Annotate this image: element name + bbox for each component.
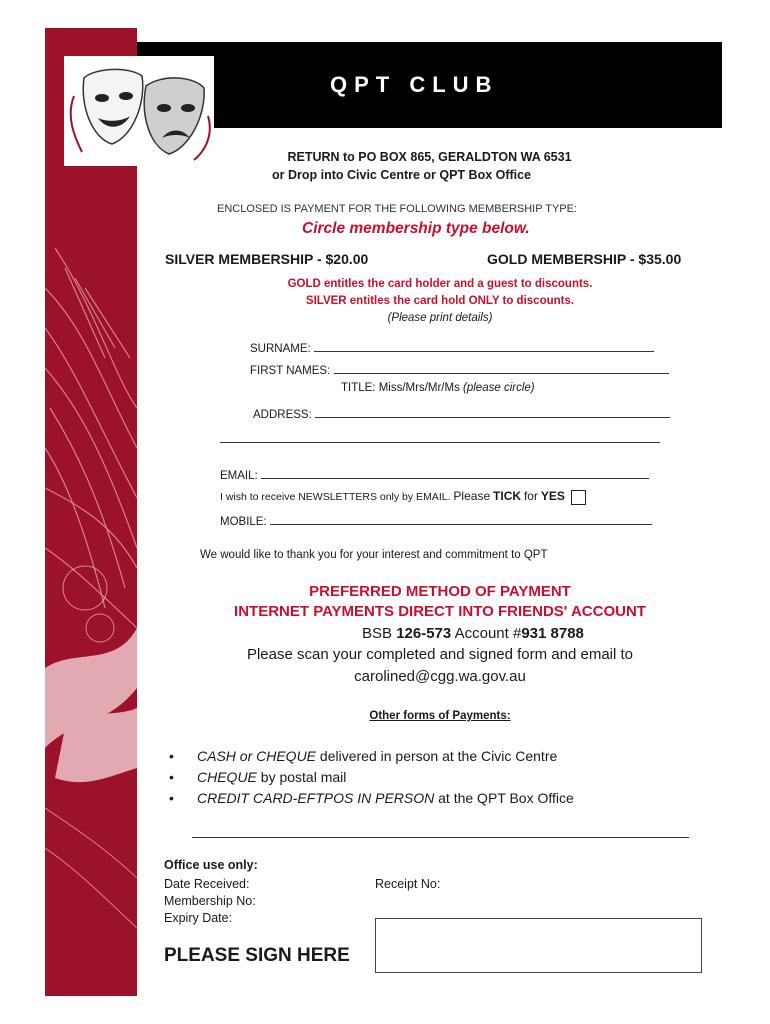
address-field[interactable]	[253, 405, 670, 421]
page-title: QPT CLUB	[330, 72, 499, 97]
for-text: for	[523, 489, 538, 503]
account-number: 931 8788	[521, 625, 584, 642]
return-address: RETURN to PO BOX 865, GERALDTON WA 6531	[287, 150, 572, 164]
account-label: Account #	[454, 625, 522, 642]
silver-note: SILVER entitles the card hold ONLY to discounts.	[305, 295, 575, 307]
surname-field[interactable]	[250, 339, 654, 355]
address-line-2[interactable]	[220, 430, 660, 443]
title-note: (please circle)	[463, 382, 535, 394]
surname-label: SURNAME:	[250, 343, 311, 355]
first-names-field[interactable]	[250, 361, 669, 377]
mobile-field[interactable]	[220, 512, 652, 528]
enclosed-payment-text: ENCLOSED IS PAYMENT FOR THE FOLLOWING MEMBERSHIP TYPE:	[217, 203, 578, 215]
silver-membership-option[interactable]: SILVER MEMBERSHIP - $20.00	[165, 251, 369, 267]
gold-note: GOLD entitles the card holder and a guest to discounts.	[287, 278, 593, 290]
payment-heading: PREFERRED METHOD OF PAYMENT	[309, 583, 571, 600]
drop-off-note: or Drop into Civic Centre or QPT Box Office	[272, 168, 532, 182]
payment-item-2	[197, 769, 346, 785]
sign-here-label: PLEASE SIGN HERE	[164, 945, 350, 966]
divider-line	[192, 827, 689, 838]
mobile-label: MOBILE:	[220, 516, 267, 528]
bsb-number: 126-573	[396, 625, 452, 642]
yes-text: YES	[540, 489, 565, 503]
please-text: Please	[453, 489, 491, 503]
title-field[interactable]	[341, 382, 535, 394]
payment-item-3	[197, 790, 574, 806]
payment-item-detail: at the QPT Box Office	[434, 790, 574, 806]
first-names-line[interactable]	[334, 361, 669, 374]
circle-instruction: Circle membership type below.	[302, 220, 530, 237]
feather-mask-decoration	[45, 28, 137, 996]
membership-no-label: Membership No:	[164, 894, 256, 908]
receipt-no-label: Receipt No:	[375, 877, 441, 891]
address-line[interactable]	[315, 405, 670, 418]
mobile-line[interactable]	[270, 512, 652, 525]
email-line[interactable]	[261, 466, 649, 479]
payment-item-detail: by postal mail	[256, 769, 347, 785]
date-received-label: Date Received:	[164, 877, 250, 891]
surname-line[interactable]	[314, 339, 654, 352]
internet-payments-heading: INTERNET PAYMENTS DIRECT INTO FRIENDS' ACCOUNT	[234, 603, 646, 620]
newsletter-text: I wish to receive NEWSLETTERS only by EMAIL.	[220, 491, 451, 503]
payment-item-1	[197, 748, 557, 764]
payment-item-method: CHEQUE	[197, 769, 257, 785]
expiry-date-label: Expiry Date:	[164, 911, 233, 925]
newsletter-option	[220, 489, 586, 505]
bsb-label: BSB	[362, 625, 393, 642]
tick-text: TICK	[493, 489, 522, 503]
payment-item-method: CASH or CHEQUE	[197, 748, 317, 764]
payment-item-method: CREDIT CARD-EFTPOS IN PERSON	[197, 790, 435, 806]
thank-you-text: We would like to thank you for your interest and commitment to QPT	[200, 549, 548, 561]
office-use-heading: Office use only:	[164, 858, 258, 872]
payment-item-detail: delivered in person at the Civic Centre	[316, 748, 558, 764]
title-label: TITLE: Miss/Mrs/Mr/Ms	[341, 382, 460, 394]
signature-box[interactable]	[375, 918, 702, 973]
email-field[interactable]	[220, 466, 649, 482]
gold-membership-option[interactable]: GOLD MEMBERSHIP - $35.00	[487, 251, 682, 267]
print-details-note: (Please print details)	[387, 312, 493, 324]
email-label: EMAIL:	[220, 470, 258, 482]
first-names-label: FIRST NAMES:	[250, 365, 331, 377]
bank-details	[362, 625, 584, 642]
newsletter-checkbox[interactable]	[571, 490, 586, 505]
scan-instruction: Please scan your completed and signed form and email to	[246, 646, 634, 663]
payment-email[interactable]: carolined@cgg.wa.gov.au	[354, 668, 526, 685]
decorative-sidebar	[45, 28, 137, 996]
address-label: ADDRESS:	[253, 409, 312, 421]
other-payments-heading: Other forms of Payments:	[369, 710, 511, 722]
